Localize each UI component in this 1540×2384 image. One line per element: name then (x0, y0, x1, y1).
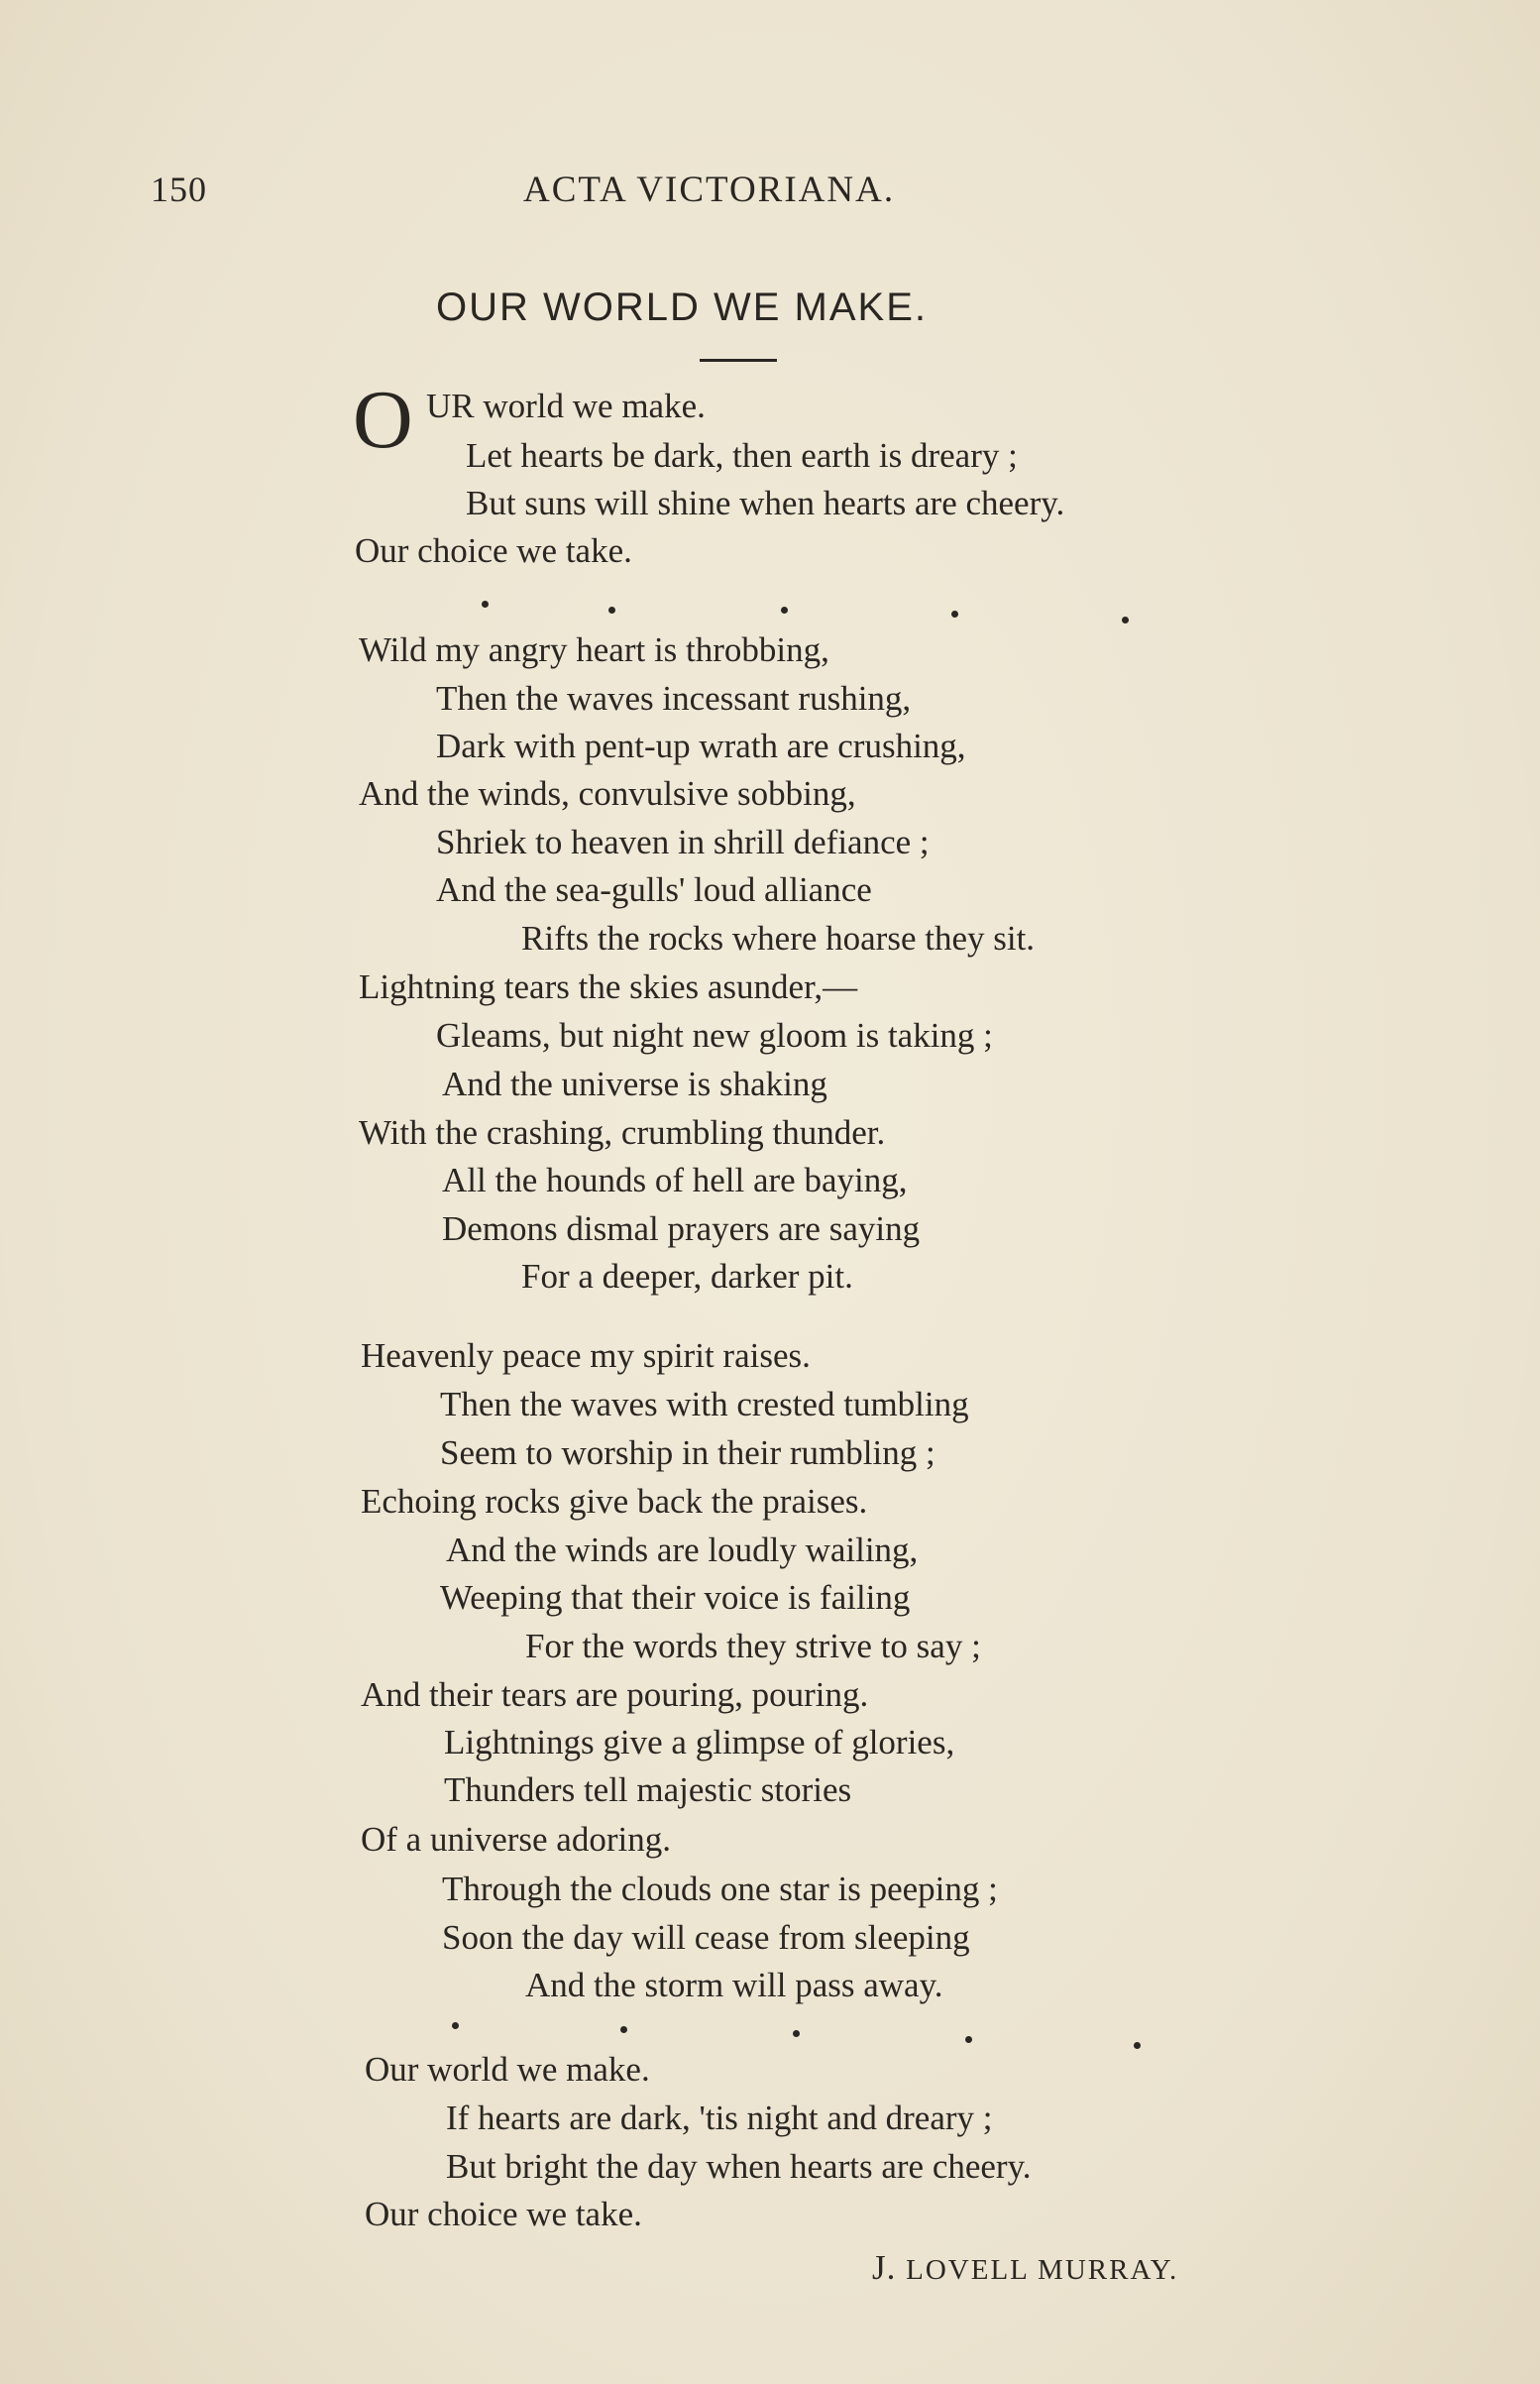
poem-line: And the winds, convulsive sobbing, (359, 774, 856, 813)
author-name: LOVELL MURRAY. (906, 2254, 1179, 2286)
poem-line: And the storm will pass away. (525, 1966, 943, 2004)
poem-line: Seem to worship in their rumbling ; (440, 1433, 935, 1472)
poem-line: And the universe is shaking (442, 1065, 827, 1103)
poem-line: Then the waves with crested tumbling (440, 1385, 969, 1423)
poem-line: All the hounds of hell are baying, (442, 1161, 908, 1199)
poem-line: If hearts are dark, 'tis night and dreary ; (446, 2099, 993, 2137)
ellipsis-dot (482, 601, 489, 608)
poem-line: For a deeper, darker pit. (521, 1257, 853, 1296)
ellipsis-dot (1134, 2042, 1141, 2049)
poem-line: Soon the day will cease from sleeping (442, 1918, 970, 1957)
poem-line: Wild my angry heart is throbbing, (359, 630, 829, 669)
poem-line: But suns will shine when hearts are cheery. (466, 484, 1065, 522)
poem-line: And the winds are loudly wailing, (446, 1531, 919, 1569)
poem-line: Through the clouds one star is peeping ; (442, 1870, 998, 1908)
ellipsis-dot (620, 2026, 627, 2033)
poem-line: Weeping that their voice is failing (440, 1578, 911, 1617)
poem-line: Demons dismal prayers are saying (442, 1209, 921, 1248)
poem-line: And their tears are pouring, pouring. (361, 1675, 869, 1714)
ellipsis-dot (793, 2030, 800, 2037)
poem-title: OUR WORLD WE MAKE. (436, 285, 929, 329)
poem-line: Thunders tell majestic stories (444, 1770, 852, 1809)
page-number: 150 (151, 170, 207, 209)
poem-line: But bright the day when hearts are cheery. (446, 2147, 1032, 2186)
ellipsis-dot (781, 607, 788, 614)
poem-line: Our world we make. (365, 2050, 650, 2089)
ellipsis-dot (452, 2022, 459, 2029)
poem-line: For the words they strive to say ; (525, 1627, 981, 1665)
poem-line: Our choice we take. (365, 2195, 642, 2233)
poem-line: Gleams, but night new gloom is taking ; (436, 1016, 993, 1055)
ellipsis-dot (608, 607, 615, 614)
poem-line: Dark with pent-up wrath are crushing, (436, 727, 966, 765)
poem-line: And the sea-gulls' loud alliance (436, 870, 872, 909)
author-initial: J. (872, 2248, 897, 2287)
poem-line: Let hearts be dark, then earth is dreary ; (466, 436, 1018, 475)
author-byline (872, 2248, 1178, 2288)
poem-line: With the crashing, crumbling thunder. (359, 1113, 886, 1152)
drop-cap: O (353, 374, 413, 466)
poem-line: Shriek to heaven in shrill defiance ; (436, 823, 930, 861)
poem-line: Then the waves incessant rushing, (436, 679, 912, 718)
poem-line: Of a universe adoring. (361, 1820, 671, 1859)
ellipsis-dot (951, 611, 958, 618)
poem-line: UR world we make. (426, 387, 706, 425)
poem-line: Lightning tears the skies asunder,— (359, 967, 858, 1006)
ellipsis-dot (1122, 617, 1129, 624)
poem-line: Lightnings give a glimpse of glories, (444, 1723, 955, 1761)
poem-line: Echoing rocks give back the praises. (361, 1482, 868, 1521)
ellipsis-dot (965, 2036, 972, 2043)
title-rule (700, 359, 777, 362)
poem-line: Our choice we take. (355, 531, 632, 570)
running-head: ACTA VICTORIANA. (523, 170, 896, 210)
poem-line: Rifts the rocks where hoarse they sit. (521, 919, 1036, 958)
poem-line: Heavenly peace my spirit raises. (361, 1336, 811, 1375)
